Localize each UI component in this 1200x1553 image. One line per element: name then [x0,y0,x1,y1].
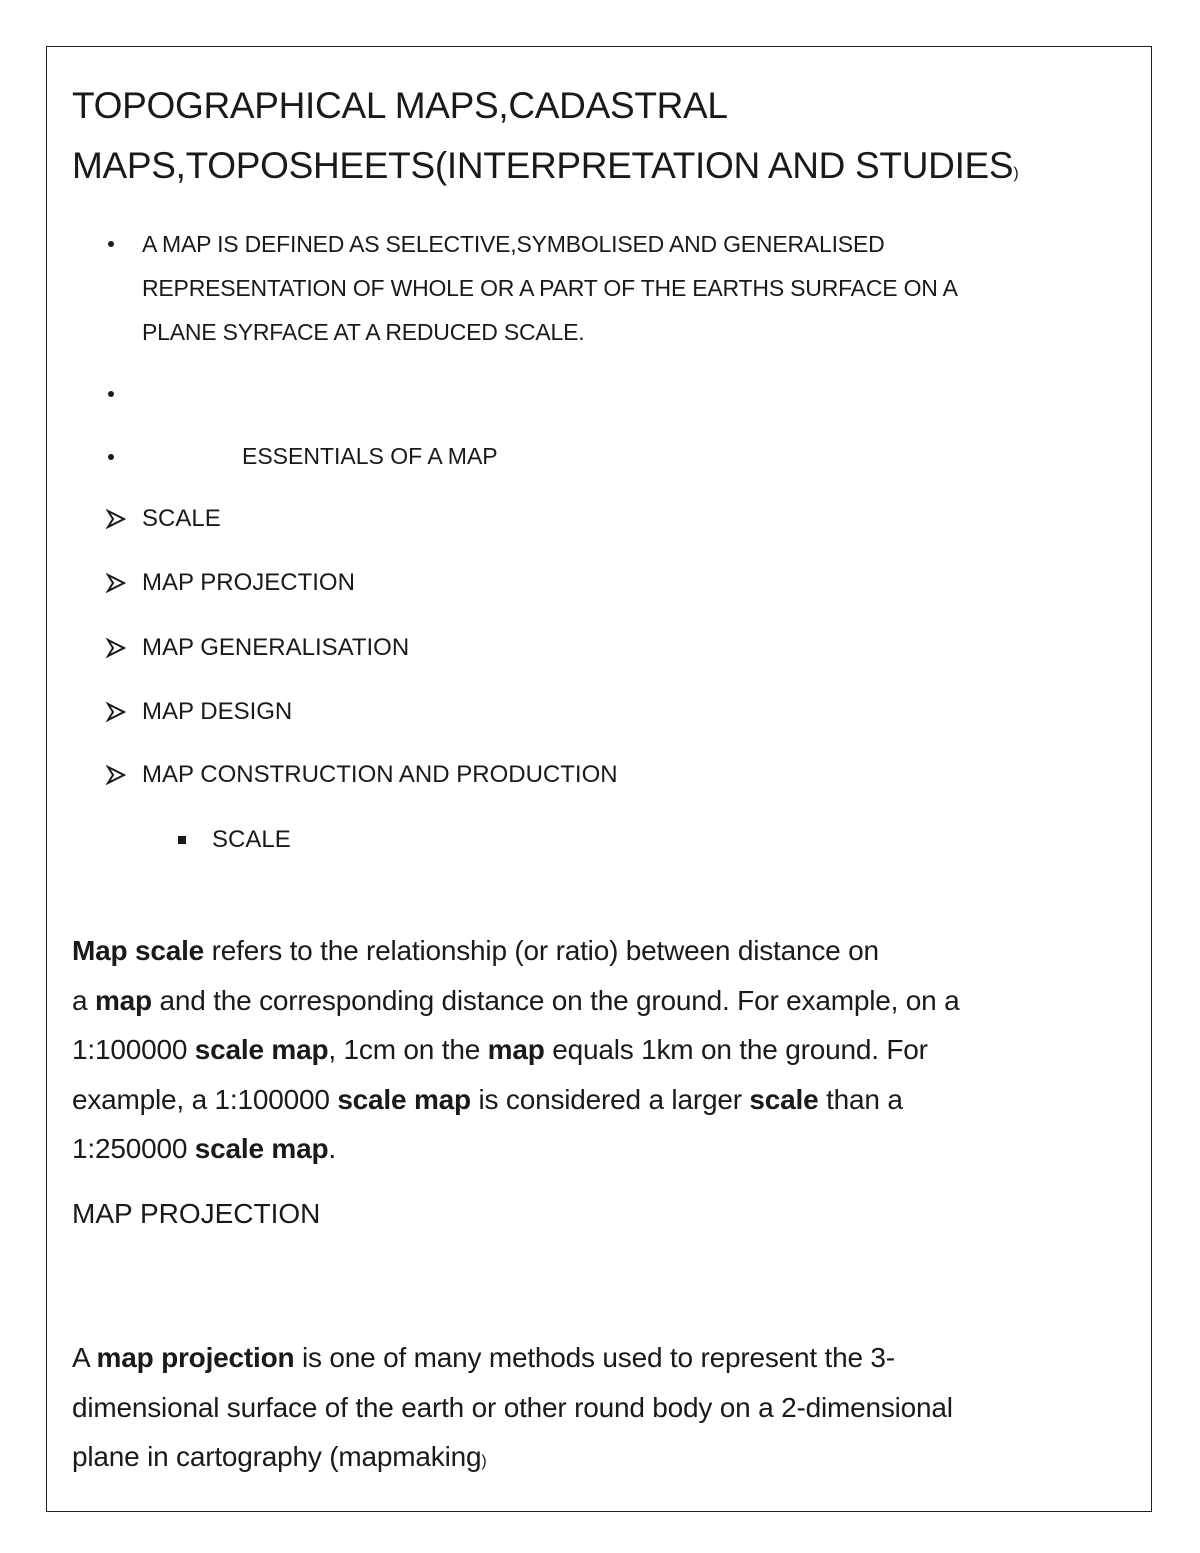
definition-line-2: REPRESENTATION OF WHOLE OR A PART OF THE EARTHS SURFACE ON A [142,275,958,301]
definition-bullet [72,222,1132,354]
sub-heading-scale: SCALE [212,826,291,853]
paragraph-text: is one of many methods used to represent the 3- [294,1342,895,1373]
definition-line-1: A MAP IS DEFINED AS SELECTIVE,SYMBOLISED AND GENERALISED [142,231,885,257]
paragraph-text: A [72,1342,97,1373]
bold-term: scale [749,1083,819,1115]
essentials-heading: ESSENTIALS OF A MAP [242,443,498,469]
essential-item [72,698,292,726]
bold-term: map [94,984,152,1016]
essential-item [72,505,221,533]
paragraph-text: plane in cartography (mapmaking [72,1441,482,1472]
bold-term: map [487,1034,545,1065]
bullet-dot-icon [72,222,142,354]
bold-term: map projection [96,1342,295,1373]
essential-label: MAP GENERALISATION [142,634,410,661]
scale-paragraph [72,926,1142,1174]
bold-term: Map scale [72,935,205,966]
essential-item [72,761,618,789]
paragraph-text: refers to the relationship (or ratio) between distance on [204,935,879,966]
paragraph-text: 1:100000 [72,1034,195,1065]
title-tail: ) [1013,165,1019,182]
paragraph-text: is considered a larger [470,1083,750,1115]
essential-item [72,569,355,597]
bold-term: scale map [194,1034,329,1065]
paragraph-text: a [72,984,95,1016]
paragraph-text: and the corresponding distance on the ground. For example, on a [151,984,960,1016]
definition-text [142,222,958,354]
bold-term: scale map [337,1083,471,1115]
square-bullet-icon [178,836,186,844]
paragraph-text: example, a 1:100000 [72,1083,338,1115]
arrow-bullet-icon [72,634,142,662]
essentials-heading-bullet [72,443,1132,470]
paragraph-text: than a [818,1083,903,1115]
essential-label: MAP DESIGN [142,698,293,725]
projection-heading: MAP PROJECTION [72,1198,321,1229]
essential-label: MAP CONSTRUCTION AND PRODUCTION [142,761,618,788]
title-line-1: TOPOGRAPHICAL MAPS,CADASTRAL [72,85,728,126]
arrow-bullet-icon [72,698,142,726]
projection-paragraph [72,1333,1142,1487]
essential-label: SCALE [142,505,221,532]
paragraph-text: dimensional surface of the earth or other round body on a 2-dimensional [72,1391,953,1423]
paragraph-tail: ) [481,1453,487,1470]
arrow-bullet-icon [72,505,142,533]
bold-term: scale map [194,1133,329,1164]
essential-item [72,634,409,662]
arrow-bullet-icon [72,569,142,597]
paragraph-text: . [328,1133,336,1164]
title-line-2: MAPS,TOPOSHEETS(INTERPRETATION AND STUDIES [72,145,1014,186]
arrow-bullet-icon [72,761,142,789]
definition-line-3: PLANE SYRFACE AT A REDUCED SCALE. [142,319,585,345]
bullet-dot-icon [72,443,142,470]
paragraph-text: 1:250000 [72,1133,195,1164]
document-title [72,76,1132,204]
paragraph-text: equals 1km on the ground. For [544,1034,928,1065]
essential-label: MAP PROJECTION [142,569,355,596]
paragraph-text: , 1cm on the [328,1034,488,1065]
